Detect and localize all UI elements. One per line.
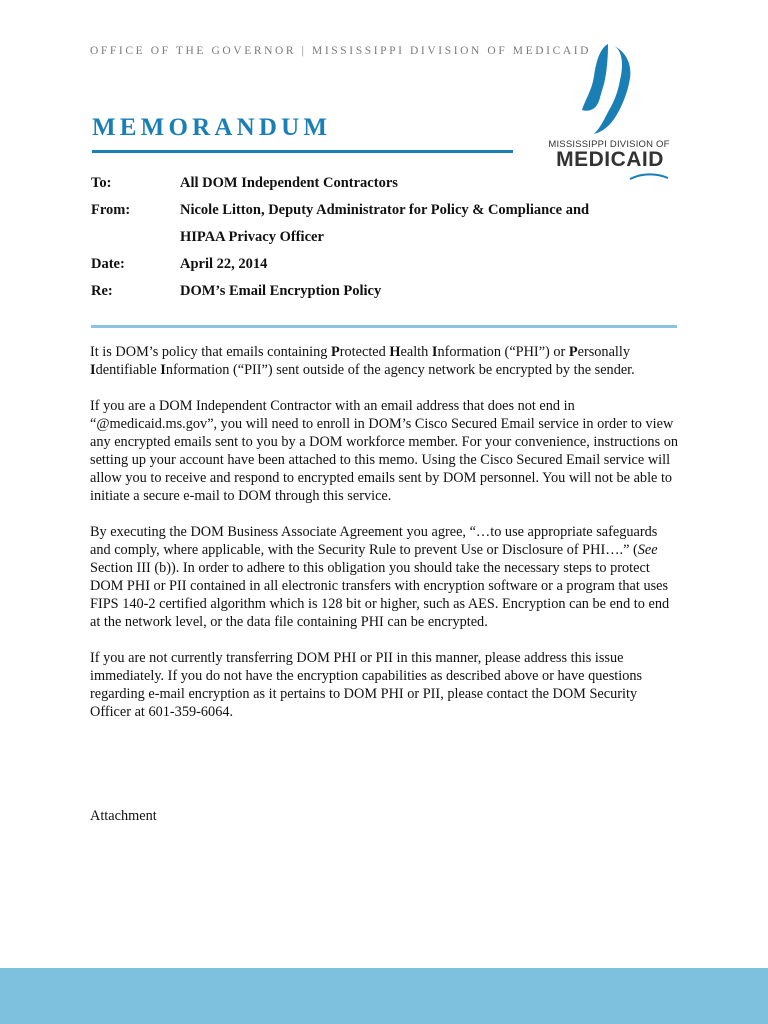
date-row <box>91 256 691 283</box>
re-row <box>91 283 691 310</box>
from-value-line1: Nicole Litton, Deputy Administrator for Policy & Compliance and <box>180 202 590 218</box>
paragraph-policy: It is DOM’s policy that emails containing Protected Health Information (“PHI”) or Personally Identifiable Information (“PII”) sent outside of the agency network be encrypted by the sender. <box>90 344 635 378</box>
paragraph-enrollment: If you are a DOM Independent Contractor with an email address that does not end in “@medicaid.ms.gov”, you will need to enroll in DOM’s Cisco Secured Email service in order to view any encrypted emails sent to you by a DOM workforce member. For your convenience, instructions on setting up your account have been attached to this memo. Using the Cisco Secured Email service will allow you to receive and respond to encrypted emails sent by DOM personnel. You will not be able to initiate a secure e-mail to DOM through this service. <box>90 398 679 504</box>
date-value: April 22, 2014 <box>180 256 268 272</box>
to-label: To: <box>91 175 112 191</box>
re-label: Re: <box>91 283 113 299</box>
to-value: All DOM Independent Contractors <box>180 175 398 191</box>
logo-org-line: MISSISSIPPI DIVISION OF <box>548 139 670 150</box>
memo-header-fields <box>91 175 691 310</box>
medicaid-logo <box>540 40 680 185</box>
attachment-label: Attachment <box>90 808 157 824</box>
to-row <box>91 175 691 202</box>
memo-body <box>90 343 680 739</box>
office-header-line: OFFICE OF THE GOVERNOR | MISSISSIPPI DIVISION OF MEDICAID <box>90 45 592 57</box>
date-label: Date: <box>91 256 125 272</box>
title-divider <box>92 150 513 153</box>
body-divider <box>91 325 677 328</box>
hands-icon <box>578 40 638 135</box>
paragraph-contact: If you are not currently transferring DOM PHI or PII in this manner, please address this issue immediately. If you do not have the encryption capabilities as described above or have questions regarding e-mail encryption as it pertains to DOM PHI or PII, please contact the DOM Security Officer at 601-359-6064. <box>90 650 643 720</box>
from-row <box>91 202 691 229</box>
re-value: DOM’s Email Encryption Policy <box>180 283 382 299</box>
from-row-continued <box>91 229 691 256</box>
from-label: From: <box>91 202 131 218</box>
footer-band <box>0 968 768 1024</box>
logo-name: MEDICAID <box>556 148 664 171</box>
from-value-line2: HIPAA Privacy Officer <box>180 229 324 245</box>
memo-title: MEMORANDUM <box>92 114 332 141</box>
paragraph-agreement: By executing the DOM Business Associate Agreement you agree, “…to use appropriate safeguards and comply, where applicable, with the Security Rule to prevent Use or Disclosure of PHI….” (See Section III (b)). In order to adhere to this obligation you should take the necessary steps to protect DOM PHI or PII contained in all electronic transfers with encryption software or a program that uses FIPS 140-2 certified algorithm which is 128 bit or higher, such as AES. Encryption can be end to end at the network level, or the data file containing PHI can be encrypted. <box>90 524 670 630</box>
